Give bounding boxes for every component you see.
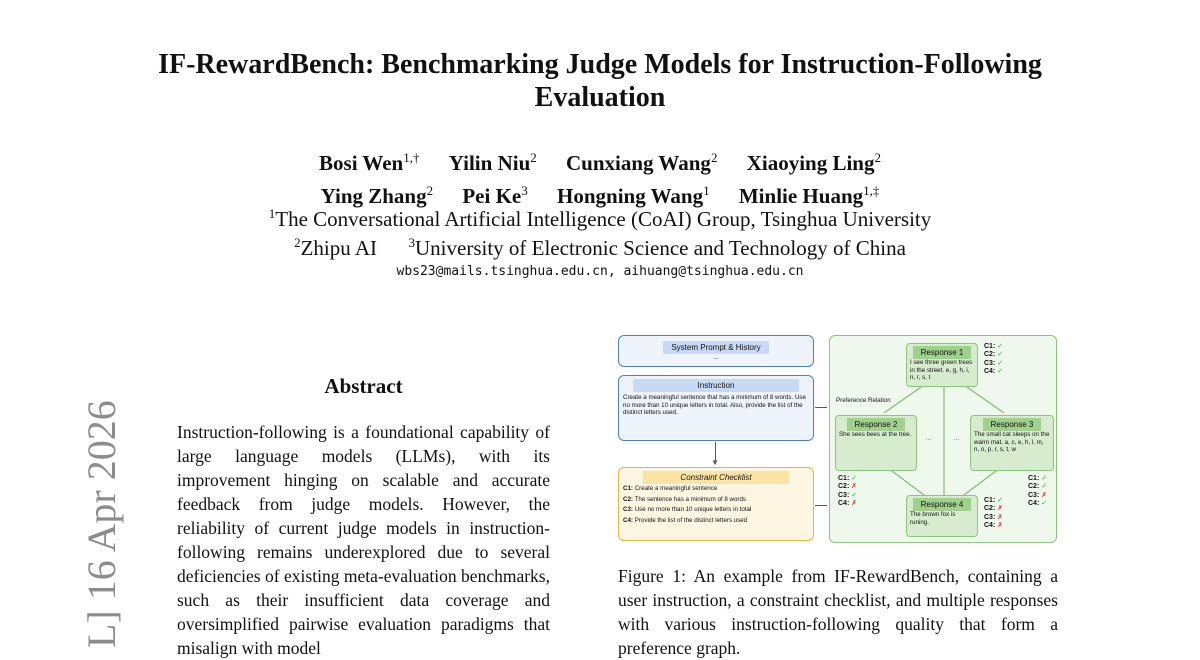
author-emails: wbs23@mails.tsinghua.edu.cn, aihuang@tsinghua.edu.cn	[396, 264, 804, 279]
affiliation-1: $^1$The Conversational Artificial Intelligence (CoAI) Group, Tsinghua University	[268, 206, 932, 231]
response-2	[835, 415, 917, 471]
author-row-1	[100, 144, 1100, 177]
author: Minlie Huang$^{1,\ddagger}$	[738, 183, 880, 208]
checklist-item: C4: Provide the list of the distinct letters used	[623, 516, 748, 524]
response-4-label: Response 4	[913, 498, 972, 511]
response-4-text: The brown fox is runing.	[910, 511, 956, 526]
system-prompt-box	[618, 335, 814, 367]
author: Bosi Wen$^{1,\dagger}$	[319, 150, 420, 175]
response-3-label: Response 3	[983, 418, 1042, 431]
author: Hongning Wang$^1$	[557, 183, 710, 208]
response-4-checks: C1: ✓ C2: ✗ C3: ✗ C4: ✗	[984, 497, 1004, 530]
response-3-checks: C1: ✓ C2: ✓ C3: ✗ C4: ✓	[1028, 475, 1048, 508]
response-2-checks: C1: ✓ C2: ✗ C3: ✓ C4: ✗	[838, 475, 858, 508]
paper-title	[100, 48, 1100, 114]
system-prompt-ellipsis: ...	[713, 354, 719, 361]
instruction-box	[618, 375, 814, 441]
author: Yilin Niu$^2$	[448, 150, 537, 175]
response-1-text: I see three green trees in the street. e, g, h, i, n, r, s, t	[910, 359, 973, 382]
response-1	[906, 343, 978, 387]
response-4	[906, 495, 978, 537]
abstract-text: Instruction-following is a foundational capability of large language models (LLMs), with its improvement hinging on scalable and accurate feedback from judge models. However, the reliability of current judge models in instruction-following remains underexplored due to several deficiencies of existing meta-evaluation benchmarks, such as their insufficient data coverage and oversimplified pairwise evaluation paradigms that misalign with model	[177, 422, 550, 658]
response-2-text: She sees bees at the tree.	[839, 431, 912, 438]
figure-caption: Figure 1: An example from IF-RewardBench, containing a user instruction, a constraint checklist, and multiple responses with various instruction-following quality that form a preference graph.	[618, 566, 1058, 658]
arrow-down-head: ▼	[711, 458, 719, 467]
arrow-right-instruction	[815, 407, 827, 408]
checklist-label: Constraint Checklist	[643, 471, 789, 484]
checklist-item: C2: The sentence has a minimum of 8 words	[623, 495, 747, 503]
response-3	[970, 415, 1054, 471]
instruction-label: Instruction	[633, 379, 799, 392]
graph-dots-left: ...	[926, 435, 932, 442]
response-1-label: Response 1	[913, 346, 972, 359]
abstract-heading: Abstract	[324, 374, 403, 398]
checklist-item: C1: Create a meaningful sentence	[623, 485, 718, 492]
response-2-label: Response 2	[847, 418, 906, 431]
response-1-checks: C1: ✓ C2: ✓ C3: ✓ C4: ✓	[984, 343, 1004, 376]
checklist-item: C3: Use no more than 10 unique letters in total	[623, 506, 752, 513]
system-prompt-label: System Prompt & History	[663, 341, 768, 354]
arrow-right-checklist	[815, 505, 827, 506]
response-3-text: The small cat sleeps on the warm mat. a, c, e, h, l, m, n, o, p, r, s, t, w	[974, 431, 1050, 454]
author: Xiaoying Ling$^2$	[746, 150, 881, 175]
author: Cunxiang Wang$^2$	[566, 150, 718, 175]
preference-relation-label: Preference Relation	[836, 397, 891, 404]
constraint-checklist-box	[618, 467, 814, 541]
title-line-1: IF-RewardBench: Benchmarking Judge Models for Instruction-Following	[158, 49, 1042, 80]
instruction-text: Create a meaningful sentence that has a minimum of 8 words. Use no more than 10 unique letters in total. Also, provide the list of the distinct letters used.	[623, 394, 806, 417]
figure-1	[618, 335, 1058, 545]
graph-dots-right: ...	[954, 435, 960, 442]
author: Ying Zhang$^2$	[320, 183, 434, 208]
title-line-2: Evaluation	[534, 82, 666, 113]
affiliation-2: $^2$Zhipu AI $^3$University of Electronic Science and Technology of China	[294, 235, 906, 260]
author: Pei Ke$^3$	[462, 183, 528, 208]
arxiv-stamp: L] 16 Apr 2026	[79, 400, 124, 648]
